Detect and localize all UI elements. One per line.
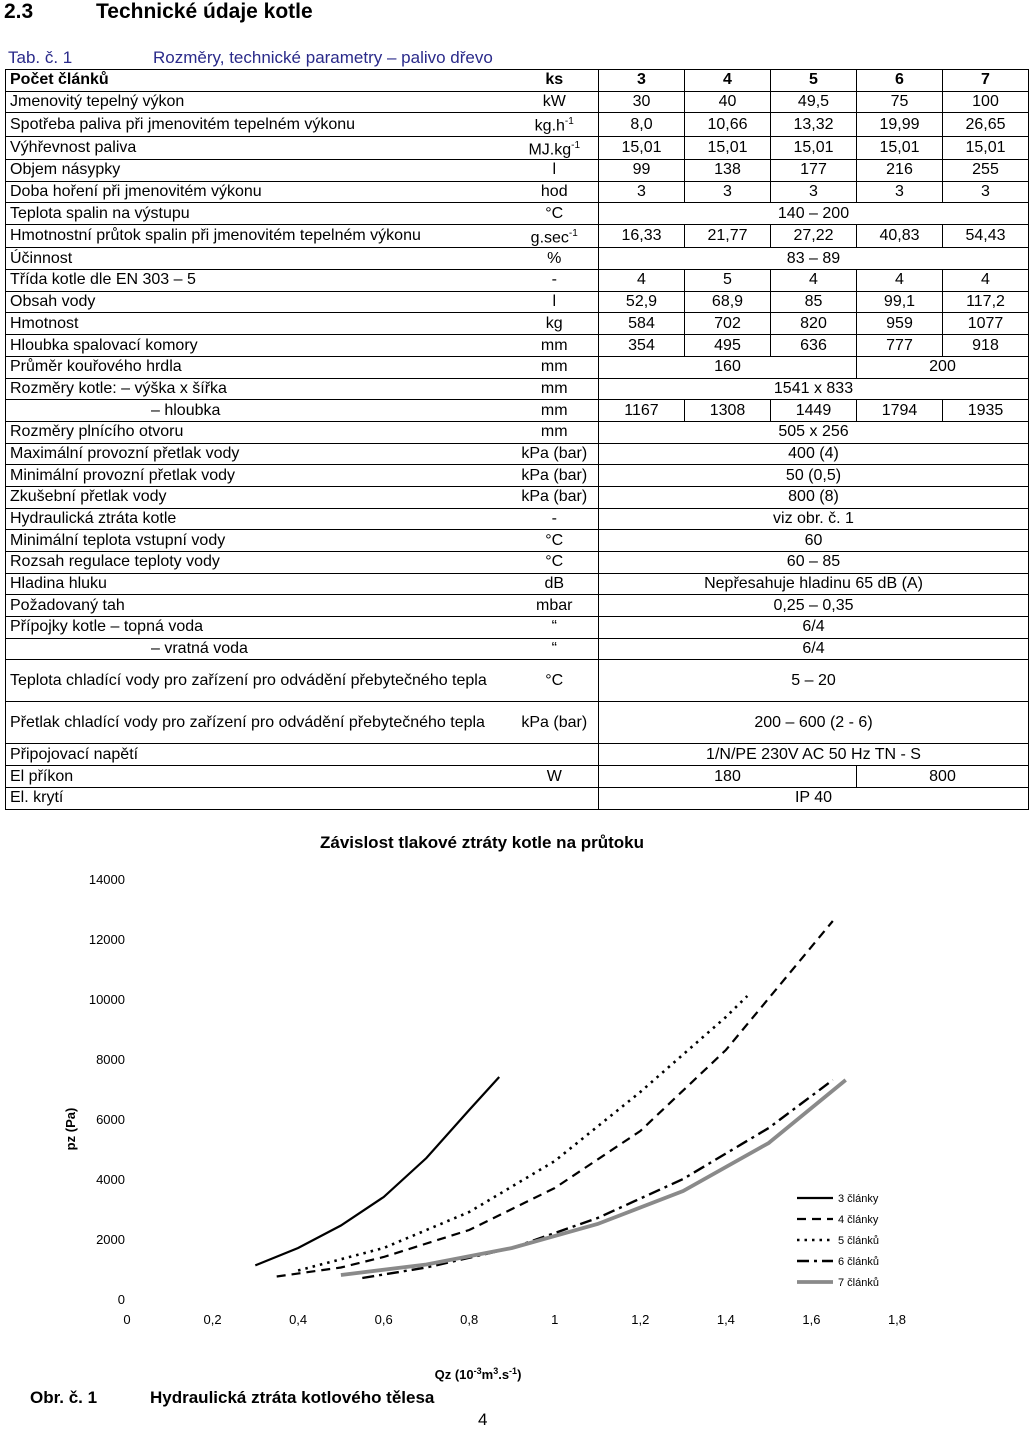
row-value: 1935 bbox=[943, 400, 1029, 422]
y-tick-label: 10000 bbox=[88, 992, 125, 1007]
header-value: 6 bbox=[857, 70, 943, 92]
row-label: Přípojky kotle – topná voda bbox=[6, 617, 511, 639]
row-value: 26,65 bbox=[943, 113, 1029, 136]
legend-label: 7 článků bbox=[838, 1277, 879, 1289]
section-heading bbox=[4, 0, 313, 24]
row-value-merged: 400 (4) bbox=[599, 443, 1029, 465]
legend-label: 6 článků bbox=[838, 1256, 879, 1268]
row-label: Požadovaný tah bbox=[6, 595, 511, 617]
row-value: 702 bbox=[685, 313, 771, 335]
unit-text: kg.h bbox=[534, 117, 565, 135]
table-row bbox=[6, 225, 1029, 248]
series-line-5 bbox=[298, 996, 747, 1271]
unit-text: l bbox=[552, 161, 557, 179]
row-value: 3 bbox=[857, 181, 943, 203]
row-label: Teplota spalin na výstupu bbox=[6, 203, 511, 225]
row-value: 1167 bbox=[599, 400, 685, 422]
legend-label: 5 článků bbox=[838, 1235, 879, 1247]
row-value-merged: 50 (0,5) bbox=[599, 465, 1029, 487]
row-value: 49,5 bbox=[771, 91, 857, 113]
row-label: Účinnost bbox=[6, 248, 511, 270]
row-label: Hmotnost bbox=[6, 313, 511, 335]
row-label: Hydraulická ztráta kotle bbox=[6, 508, 511, 530]
table-row bbox=[6, 638, 1029, 660]
unit-text: MJ.kg bbox=[528, 141, 572, 159]
unit-text: “ bbox=[551, 640, 557, 658]
row-label: Výhřevnost paliva bbox=[6, 136, 511, 159]
unit-text: l bbox=[552, 293, 557, 311]
table-row bbox=[6, 313, 1029, 335]
row-value: 4 bbox=[599, 270, 685, 292]
row-value: 30 bbox=[599, 91, 685, 113]
header-value: 5 bbox=[771, 70, 857, 92]
row-value: 3 bbox=[771, 181, 857, 203]
row-label: Připojovací napětí bbox=[6, 744, 511, 766]
row-label: Hloubka spalovací komory bbox=[6, 335, 511, 357]
row-value-merged: 800 (8) bbox=[599, 486, 1029, 508]
unit-cell bbox=[511, 313, 599, 335]
row-label: Zkušební přetlak vody bbox=[6, 486, 511, 508]
row-value: 4 bbox=[857, 270, 943, 292]
header-label: Počet článků bbox=[6, 70, 511, 92]
row-value-merged: 1/N/PE 230V AC 50 Hz TN - S bbox=[599, 744, 1029, 766]
row-value: 3 bbox=[943, 181, 1029, 203]
row-value: 3 bbox=[685, 181, 771, 203]
unit-cell bbox=[511, 617, 599, 639]
series-line-3 bbox=[255, 1077, 499, 1265]
row-value: 21,77 bbox=[685, 225, 771, 248]
row-value: 117,2 bbox=[943, 291, 1029, 313]
table-row bbox=[6, 136, 1029, 159]
table-row bbox=[6, 421, 1029, 443]
unit-text: ks bbox=[545, 71, 564, 89]
row-value: 99 bbox=[599, 160, 685, 182]
chart-canvas bbox=[0, 820, 960, 1390]
y-tick-label: 14000 bbox=[88, 872, 125, 887]
unit-text: - bbox=[551, 510, 557, 528]
table-row bbox=[6, 766, 1029, 788]
row-label: El. krytí bbox=[6, 787, 511, 809]
table-row bbox=[6, 270, 1029, 292]
row-label: Rozměry plnícího otvoru bbox=[6, 421, 511, 443]
header-value: 3 bbox=[599, 70, 685, 92]
spec-table bbox=[5, 69, 1029, 810]
y-tick-label: 0 bbox=[117, 1292, 125, 1307]
table-row bbox=[6, 248, 1029, 270]
legend-label: 3 články bbox=[838, 1193, 879, 1205]
x-tick-label: 1,2 bbox=[631, 1312, 650, 1327]
table-row bbox=[6, 787, 1029, 809]
unit-text: mbar bbox=[536, 596, 573, 614]
row-value: 777 bbox=[857, 335, 943, 357]
row-value-merged: 505 x 256 bbox=[599, 421, 1029, 443]
unit-cell bbox=[511, 744, 599, 766]
x-tick-label: 1 bbox=[551, 1312, 559, 1327]
table-row bbox=[6, 181, 1029, 203]
unit-text: W bbox=[546, 767, 562, 785]
table-row bbox=[6, 356, 1029, 378]
chart-title: Závislost tlakové ztráty kotle na průtoku bbox=[319, 833, 645, 852]
table-row bbox=[6, 573, 1029, 595]
unit-text: mm bbox=[540, 423, 568, 441]
unit-cell bbox=[511, 400, 599, 422]
row-label: Rozsah regulace teploty vody bbox=[6, 552, 511, 574]
table-row bbox=[6, 465, 1029, 487]
section-title: Technické údaje kotle bbox=[96, 0, 313, 23]
row-value: 1308 bbox=[685, 400, 771, 422]
unit-text: kPa (bar) bbox=[521, 488, 588, 506]
unit-exponent: -1 bbox=[568, 228, 578, 240]
series-line-6 bbox=[362, 1080, 833, 1278]
unit-text: °C bbox=[545, 204, 564, 222]
table-row bbox=[6, 203, 1029, 225]
unit-text: °C bbox=[545, 531, 564, 549]
row-label: Spotřeba paliva při jmenovitém tepelném výkonu bbox=[6, 113, 511, 136]
unit-cell bbox=[511, 248, 599, 270]
row-value-merged: viz obr. č. 1 bbox=[599, 508, 1029, 530]
legend-label: 4 články bbox=[838, 1214, 879, 1226]
row-label: Přetlak chladící vody pro zařízení pro odvádění přebytečného tepla bbox=[6, 702, 511, 744]
unit-text: mm bbox=[540, 401, 568, 419]
row-value: 15,01 bbox=[943, 136, 1029, 159]
row-value: 15,01 bbox=[599, 136, 685, 159]
row-value: 180 bbox=[599, 766, 857, 788]
row-label: Třída kotle dle EN 303 – 5 bbox=[6, 270, 511, 292]
row-value-merged: Nepřesahuje hladinu 65 dB (A) bbox=[599, 573, 1029, 595]
x-tick-label: 0 bbox=[123, 1312, 131, 1327]
unit-text: “ bbox=[551, 618, 557, 636]
row-label: – hloubka bbox=[6, 400, 511, 422]
unit-text: - bbox=[551, 271, 557, 289]
row-value: 584 bbox=[599, 313, 685, 335]
unit-text: kg bbox=[545, 314, 563, 332]
table-row bbox=[6, 486, 1029, 508]
unit-cell bbox=[511, 486, 599, 508]
row-label: Maximální provozní přetlak vody bbox=[6, 443, 511, 465]
table-row bbox=[6, 530, 1029, 552]
unit-cell bbox=[511, 465, 599, 487]
unit-cell bbox=[511, 702, 599, 744]
unit-cell bbox=[511, 70, 599, 92]
table-row bbox=[6, 400, 1029, 422]
row-value: 16,33 bbox=[599, 225, 685, 248]
row-label: Minimální provozní přetlak vody bbox=[6, 465, 511, 487]
table-row bbox=[6, 443, 1029, 465]
unit-cell bbox=[511, 421, 599, 443]
table-row bbox=[6, 113, 1029, 136]
unit-cell bbox=[511, 356, 599, 378]
row-value: 177 bbox=[771, 160, 857, 182]
row-value: 800 bbox=[857, 766, 1029, 788]
row-label: Průměr kouřového hrdla bbox=[6, 356, 511, 378]
unit-text: kW bbox=[542, 93, 566, 111]
row-value: 255 bbox=[943, 160, 1029, 182]
row-value: 4 bbox=[943, 270, 1029, 292]
row-value: 354 bbox=[599, 335, 685, 357]
page-number: 4 bbox=[478, 1410, 488, 1429]
header-value: 7 bbox=[943, 70, 1029, 92]
row-value: 75 bbox=[857, 91, 943, 113]
table-caption-text: Rozměry, technické parametry – palivo dřevo bbox=[153, 48, 493, 67]
row-value: 27,22 bbox=[771, 225, 857, 248]
row-value: 8,0 bbox=[599, 113, 685, 136]
unit-exponent: -1 bbox=[564, 116, 574, 128]
unit-text: mm bbox=[540, 358, 568, 376]
row-value: 4 bbox=[771, 270, 857, 292]
row-value: 5 bbox=[685, 270, 771, 292]
row-value: 15,01 bbox=[685, 136, 771, 159]
row-label: Doba hoření při jmenovitém výkonu bbox=[6, 181, 511, 203]
unit-cell bbox=[511, 530, 599, 552]
unit-cell bbox=[511, 113, 599, 136]
unit-cell bbox=[511, 91, 599, 113]
row-value: 54,43 bbox=[943, 225, 1029, 248]
row-label: Hmotnostní průtok spalin při jmenovitém tepelném výkonu bbox=[6, 225, 511, 248]
row-label: Minimální teplota vstupní vody bbox=[6, 530, 511, 552]
row-value-merged: 1541 x 833 bbox=[599, 378, 1029, 400]
unit-cell bbox=[511, 291, 599, 313]
row-value: 40,83 bbox=[857, 225, 943, 248]
table-row bbox=[6, 91, 1029, 113]
table-caption bbox=[8, 48, 493, 68]
row-value: 200 bbox=[857, 356, 1029, 378]
row-value-merged: 6/4 bbox=[599, 617, 1029, 639]
row-value: 13,32 bbox=[771, 113, 857, 136]
unit-text: dB bbox=[544, 575, 565, 593]
y-tick-label: 12000 bbox=[88, 932, 125, 947]
unit-text: hod bbox=[540, 183, 568, 201]
unit-cell bbox=[511, 160, 599, 182]
unit-text: mm bbox=[540, 379, 568, 397]
row-value-merged: 83 – 89 bbox=[599, 248, 1029, 270]
row-label: Rozměry kotle: – výška x šířka bbox=[6, 378, 511, 400]
row-value: 10,66 bbox=[685, 113, 771, 136]
unit-cell bbox=[511, 766, 599, 788]
unit-cell bbox=[511, 203, 599, 225]
unit-cell bbox=[511, 181, 599, 203]
table-header-row bbox=[6, 70, 1029, 92]
table-row bbox=[6, 744, 1029, 766]
table-row bbox=[6, 595, 1029, 617]
row-value: 1077 bbox=[943, 313, 1029, 335]
table-row bbox=[6, 291, 1029, 313]
x-tick-label: 1,6 bbox=[802, 1312, 821, 1327]
table-row bbox=[6, 617, 1029, 639]
x-tick-label: 0,6 bbox=[374, 1312, 393, 1327]
unit-exponent: -1 bbox=[571, 139, 581, 151]
unit-cell bbox=[511, 595, 599, 617]
row-value: 636 bbox=[771, 335, 857, 357]
row-value: 52,9 bbox=[599, 291, 685, 313]
pressure-loss-chart bbox=[0, 820, 960, 1395]
unit-cell bbox=[511, 225, 599, 248]
row-value: 68,9 bbox=[685, 291, 771, 313]
unit-cell bbox=[511, 136, 599, 159]
row-label: Teplota chladící vody pro zařízení pro odvádění přebytečného tepla bbox=[6, 660, 511, 702]
row-value-merged: 200 – 600 (2 - 6) bbox=[599, 702, 1029, 744]
table-caption-label: Tab. č. 1 bbox=[8, 48, 73, 67]
row-value-merged: 140 – 200 bbox=[599, 203, 1029, 225]
row-value: 3 bbox=[599, 181, 685, 203]
row-value: 918 bbox=[943, 335, 1029, 357]
section-number: 2.3 bbox=[4, 0, 34, 23]
y-axis-label: pz (Pa) bbox=[63, 1107, 78, 1151]
unit-cell bbox=[511, 787, 599, 809]
unit-cell bbox=[511, 443, 599, 465]
table-row bbox=[6, 702, 1029, 744]
row-value: 15,01 bbox=[771, 136, 857, 159]
row-value: 85 bbox=[771, 291, 857, 313]
unit-cell bbox=[511, 378, 599, 400]
row-label: Obsah vody bbox=[6, 291, 511, 313]
row-value-merged: 60 – 85 bbox=[599, 552, 1029, 574]
row-label: Hladina hluku bbox=[6, 573, 511, 595]
y-tick-label: 6000 bbox=[96, 1112, 125, 1127]
table-row bbox=[6, 378, 1029, 400]
x-tick-label: 1,8 bbox=[887, 1312, 907, 1327]
unit-text: kPa (bar) bbox=[521, 713, 588, 731]
header-value: 4 bbox=[685, 70, 771, 92]
table-row bbox=[6, 508, 1029, 530]
figure-caption-label: Obr. č. 1 bbox=[30, 1388, 98, 1407]
unit-cell bbox=[511, 660, 599, 702]
row-value: 495 bbox=[685, 335, 771, 357]
unit-text: °C bbox=[545, 553, 564, 571]
unit-cell bbox=[511, 335, 599, 357]
row-value: 216 bbox=[857, 160, 943, 182]
table-row bbox=[6, 660, 1029, 702]
unit-cell bbox=[511, 508, 599, 530]
table-row bbox=[6, 160, 1029, 182]
unit-text: °C bbox=[545, 671, 564, 689]
unit-text: % bbox=[547, 249, 562, 267]
row-value-merged: IP 40 bbox=[599, 787, 1029, 809]
row-value: 138 bbox=[685, 160, 771, 182]
x-axis-label: Qz $(10^{-3}m^3.s^{-1})$ bbox=[434, 1366, 522, 1382]
row-value: 40 bbox=[685, 91, 771, 113]
unit-cell bbox=[511, 552, 599, 574]
table-row bbox=[6, 335, 1029, 357]
row-value-merged: 6/4 bbox=[599, 638, 1029, 660]
table-row bbox=[6, 552, 1029, 574]
unit-text: kPa (bar) bbox=[521, 466, 588, 484]
row-value: 19,99 bbox=[857, 113, 943, 136]
unit-cell bbox=[511, 638, 599, 660]
row-value: 820 bbox=[771, 313, 857, 335]
unit-text: mm bbox=[540, 336, 568, 354]
figure-caption-text: Hydraulická ztráta kotlového tělesa bbox=[150, 1388, 435, 1407]
x-tick-label: 0,2 bbox=[203, 1312, 222, 1327]
unit-text: kPa (bar) bbox=[521, 444, 588, 462]
row-label: El příkon bbox=[6, 766, 511, 788]
x-tick-label: 0,4 bbox=[289, 1312, 308, 1327]
series-line-4 bbox=[277, 921, 833, 1277]
x-tick-label: 0,8 bbox=[460, 1312, 479, 1327]
row-value-merged: 60 bbox=[599, 530, 1029, 552]
row-value: 100 bbox=[943, 91, 1029, 113]
row-label: Objem násypky bbox=[6, 160, 511, 182]
x-tick-label: 1,4 bbox=[716, 1312, 735, 1327]
row-value: 1449 bbox=[771, 400, 857, 422]
row-value-merged: 5 – 20 bbox=[599, 660, 1029, 702]
y-tick-label: 8000 bbox=[96, 1052, 125, 1067]
row-value: 1794 bbox=[857, 400, 943, 422]
unit-text: g.sec bbox=[530, 229, 569, 247]
row-value: 15,01 bbox=[857, 136, 943, 159]
row-value: 160 bbox=[599, 356, 857, 378]
y-tick-label: 4000 bbox=[96, 1172, 125, 1187]
figure-caption bbox=[30, 1388, 435, 1408]
unit-cell bbox=[511, 573, 599, 595]
row-value-merged: 0,25 – 0,35 bbox=[599, 595, 1029, 617]
row-value: 99,1 bbox=[857, 291, 943, 313]
y-tick-label: 2000 bbox=[96, 1232, 125, 1247]
row-label: Jmenovitý tepelný výkon bbox=[6, 91, 511, 113]
row-label: – vratná voda bbox=[6, 638, 511, 660]
unit-cell bbox=[511, 270, 599, 292]
row-value: 959 bbox=[857, 313, 943, 335]
